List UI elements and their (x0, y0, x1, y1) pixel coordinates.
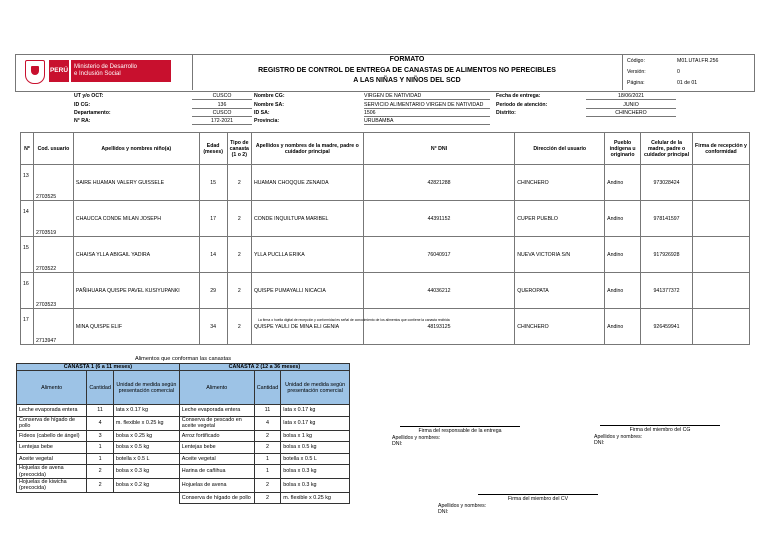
cell-nino: SAIRE HUAMAN VALERY GUISSELE (73, 165, 199, 201)
cell-n: 17 (21, 309, 34, 345)
basket-cell-a2: Conserva de pescado en aceite vegetal (179, 416, 254, 430)
ministry-line2: e Inclusión Social (74, 71, 121, 77)
basket-title-row (17, 364, 350, 371)
nombre-sa-label: Nombre SA: (254, 102, 284, 108)
cell-madre: HUAMAN CHOQQUE ZENAIDA (251, 165, 363, 201)
nra-label: N° RA: (74, 118, 91, 124)
formato-label: FORMATO (389, 56, 425, 63)
idsa-label: ID SA: (254, 110, 270, 116)
cell-n: 16 (21, 273, 34, 309)
pagina-label: Página: (627, 80, 645, 86)
cell-edad: 17 (199, 201, 227, 237)
sig-title-responsable: Firma del responsable de la entrega (418, 428, 502, 434)
c1-col-cantidad: Cantidad (87, 371, 114, 405)
table-row (21, 165, 750, 201)
basket-cell-u2: botella x 0.5 L (281, 453, 350, 465)
canasta1-title: CANASTA 1 (6 a 11 meses) (17, 364, 180, 371)
basket-cell-a2: Arroz fortificado (179, 430, 254, 442)
version-value: 0 (677, 69, 680, 75)
col-header-edad: Edad (meses) (199, 133, 227, 165)
cell-tipo: 2 (227, 273, 251, 309)
cell-pueblo: Andino (605, 201, 641, 237)
cell-cod-usuario: 2703525 (33, 165, 73, 201)
baskets-table (16, 363, 350, 504)
basket-row (17, 453, 350, 465)
basket-cell-a1: Hojuelas de avena (precocida) (17, 465, 87, 479)
table-footnote: La firma o huella digital de recepción y conformidad es señal de conocimiento de los alimentos que contiene la canasta recibida (258, 318, 450, 322)
basket-cell-a1: Conserva de hígado de pollo (17, 416, 87, 430)
cell-celular: 973028424 (641, 165, 693, 201)
nombre-cg-label: Nombre CG: (254, 93, 285, 99)
pagina-value: 01 de 01 (677, 80, 698, 86)
cell-cod-usuario: 2703519 (33, 201, 73, 237)
cell-dni: 42821288 (363, 165, 515, 201)
basket-cell-a1: Hojuelas de kiwicha (precocida) (17, 479, 87, 493)
codigo-value: M01.UTAI.FR.256 (677, 58, 719, 64)
sig-line-cv (478, 494, 598, 495)
cell-tipo: 2 (227, 237, 251, 273)
basket-cell-u1: m. flexible x 0.25 kg (113, 416, 179, 430)
basket-cell-q1: 11 (87, 405, 114, 417)
codigo-label: Código: (627, 58, 645, 64)
nra-value: 172-2021 (192, 118, 252, 125)
sig-apellidos-responsable: Apellidos y nombres: (392, 435, 441, 441)
cell-edad: 29 (199, 273, 227, 309)
periodo-label: Periodo de atención: (496, 102, 548, 108)
cell-madre: YLLA PUCLLA ERIKA (251, 237, 363, 273)
basket-cell-q2: 11 (254, 405, 281, 417)
canasta2-title: CANASTA 2 (12 a 36 meses) (179, 364, 349, 371)
col-header-firma: Firma de recepción y conformidad (693, 133, 750, 165)
basket-cell-q2: 2 (254, 430, 281, 442)
basket-row (17, 465, 350, 479)
sig-apellidos-cg: Apellidos y nombres: (594, 434, 643, 440)
basket-cell-q1: 3 (87, 430, 114, 442)
header-divider-right (622, 54, 623, 90)
ministry-line1: Ministerio de Desarrollo (74, 64, 138, 70)
col-header-cel: Celular de la madre, padre o cuidador principal (641, 133, 693, 165)
cell-direccion: NUEVA VICTORIA S/N (515, 237, 605, 273)
basket-row (17, 479, 350, 493)
sig-line-cg (600, 425, 720, 426)
basket-cell-a1 (17, 492, 87, 504)
basket-cell-q1: 1 (87, 453, 114, 465)
basket-cell-q2: 1 (254, 465, 281, 479)
basket-cell-u2: lata x 0.17 kg (281, 405, 350, 417)
cell-firma (693, 165, 750, 201)
sig-line-responsable (400, 426, 520, 427)
basket-cell-a2: Conserva de hígado de pollo (179, 492, 254, 504)
basket-cell-u2: bolsa x 1 kg (281, 430, 350, 442)
cell-celular: 917926928 (641, 237, 693, 273)
col-header-cod: Cod. usuario (33, 133, 73, 165)
basket-cell-a1: Aceite vegetal (17, 453, 87, 465)
basket-cell-u2: bolsa x 0.3 kg (281, 465, 350, 479)
basket-cell-u1: botella x 0.5 L (113, 453, 179, 465)
cell-tipo: 2 (227, 165, 251, 201)
cell-firma (693, 237, 750, 273)
cell-madre: QUISPE YAULI DE MINA ELI GENIA (251, 309, 363, 345)
ut-value: CUSCO (192, 93, 252, 100)
cell-edad: 15 (199, 165, 227, 201)
cell-direccion: CHINCHERO (515, 165, 605, 201)
cell-nino: MINA QUISPE ELIF (73, 309, 199, 345)
col-header-pueblo: Pueblo indígena u originario (605, 133, 641, 165)
cell-edad: 14 (199, 237, 227, 273)
cell-celular: 926459941 (641, 309, 693, 345)
basket-cell-u1: bolsa x 0.5 kg (113, 442, 179, 454)
cell-dni: 76040917 (363, 237, 515, 273)
cell-cod-usuario: 2713947 (33, 309, 73, 345)
basket-cell-u1: bolsa x 0.25 kg (113, 430, 179, 442)
basket-cell-u2: bolsa x 0.5 kg (281, 442, 350, 454)
basket-cell-u1 (113, 492, 179, 504)
basket-row (17, 430, 350, 442)
sig-title-cg: Firma del miembro del CG (629, 427, 691, 433)
cell-dni: 44036212 (363, 273, 515, 309)
table-header-row (21, 133, 750, 165)
ministry-name (71, 60, 171, 82)
basket-cell-q2: 4 (254, 416, 281, 430)
cell-firma (693, 273, 750, 309)
basket-cell-q1: 1 (87, 442, 114, 454)
basket-cell-a2: Hojuelas de avena (179, 479, 254, 493)
cell-pueblo: Andino (605, 309, 641, 345)
page-title-line2: A LAS NIÑAS Y NIÑOS DEL SCD (353, 77, 461, 84)
beneficiary-table (20, 132, 750, 345)
idcg-value: 136 (192, 102, 252, 109)
basket-cell-u2: lata x 0.17 kg (281, 416, 350, 430)
col-header-n: Nº (21, 133, 34, 165)
col-header-nino: Apellidos y nombres niño(a) (73, 133, 199, 165)
basket-cell-q2: 2 (254, 442, 281, 454)
cell-n: 15 (21, 237, 34, 273)
ministry-logo (25, 60, 175, 82)
provincia-label: Provincia: (254, 118, 280, 124)
basket-row (17, 492, 350, 504)
cell-n: 14 (21, 201, 34, 237)
basket-cell-a2: Leche evaporada entera (179, 405, 254, 417)
c2-col-unidad: Unidad de medida según presentación comercial (281, 371, 350, 405)
basket-cell-a2: Harina de cañihua (179, 465, 254, 479)
ut-label: UT y/o OCT: (74, 93, 104, 99)
idsa-value: 1506 (364, 110, 490, 117)
depto-value: CUSCO (192, 110, 252, 117)
nombre-cg-value: VIRGEN DE NATIVIDAD (364, 93, 490, 100)
cell-celular: 941377372 (641, 273, 693, 309)
basket-cell-a1: Lentejas bebe (17, 442, 87, 454)
basket-cell-a2: Aceite vegetal (179, 453, 254, 465)
distrito-label: Distrito: (496, 110, 516, 116)
cell-cod-usuario: 2703522 (33, 237, 73, 273)
basket-cell-q1 (87, 492, 114, 504)
basket-cell-u2: m. flexible x 0.25 kg (281, 492, 350, 504)
basket-cell-q2: 2 (254, 492, 281, 504)
cell-direccion: QUEROPATA (515, 273, 605, 309)
basket-cell-q1: 4 (87, 416, 114, 430)
table-row (21, 273, 750, 309)
cell-edad: 34 (199, 309, 227, 345)
depto-label: Departamento: (74, 110, 111, 116)
col-header-dni: N° DNI (363, 133, 515, 165)
cell-n: 13 (21, 165, 34, 201)
basket-cell-u1: bolsa x 0.2 kg (113, 479, 179, 493)
fecha-value: 18/06/2021 (586, 93, 676, 100)
col-header-tipo: Tipo de canasta (1 o 2) (227, 133, 251, 165)
cell-madre: CONDE INQUILTUPA MARIBEL (251, 201, 363, 237)
cell-direccion: CHINCHERO (515, 309, 605, 345)
baskets-title: Alimentos que conforman las canastas (134, 356, 232, 362)
cell-madre: QUISPE PUMAYALLI NICACIA (251, 273, 363, 309)
distrito-value: CHINCHERO (586, 110, 676, 117)
provincia-value: URUBAMBA (364, 118, 490, 125)
c2-col-cantidad: Cantidad (254, 371, 281, 405)
cell-tipo: 2 (227, 201, 251, 237)
cell-firma (693, 201, 750, 237)
peru-label: PERÚ (49, 60, 69, 82)
col-header-madre: Apellidos y nombres de la madre, padre o cuidador principal (251, 133, 363, 165)
page-title-line1: REGISTRO DE CONTROL DE ENTREGA DE CANASTAS DE ALIMENTOS NO PERECIBLES (258, 67, 556, 74)
col-header-dir: Dirección del usuario (515, 133, 605, 165)
cell-direccion: CUPER PUEBLO (515, 201, 605, 237)
basket-cell-a2: Lentejas bebe (179, 442, 254, 454)
basket-row (17, 416, 350, 430)
basket-row (17, 405, 350, 417)
basket-header-row (17, 371, 350, 405)
cell-dni: 44391152 (363, 201, 515, 237)
basket-cell-u2: bolsa x 0.3 kg (281, 479, 350, 493)
basket-cell-a1: Fideos (cabello de ángel) (17, 430, 87, 442)
cell-nino: PAÑIHUARA QUISPE PAVEL KUSIYUPANKI (73, 273, 199, 309)
cell-cod-usuario: 2703523 (33, 273, 73, 309)
periodo-value: JUNIO (586, 102, 676, 109)
c1-col-alimento: Alimento (17, 371, 87, 405)
sig-dni-cg: DNI: (594, 440, 605, 446)
cell-celular: 978141597 (641, 201, 693, 237)
basket-cell-q2: 1 (254, 453, 281, 465)
basket-cell-q1: 2 (87, 479, 114, 493)
cell-dni: 48193125 (363, 309, 515, 345)
idcg-label: ID CG: (74, 102, 91, 108)
sig-title-cv: Firma del miembro del CV (507, 496, 569, 502)
basket-cell-q1: 2 (87, 465, 114, 479)
cell-firma (693, 309, 750, 345)
cell-tipo: 2 (227, 309, 251, 345)
c1-col-unidad: Unidad de medida según presentación comercial (113, 371, 179, 405)
cell-pueblo: Andino (605, 165, 641, 201)
sig-dni-responsable: DNI: (392, 441, 403, 447)
basket-row (17, 442, 350, 454)
sig-dni-cv: DNI: (438, 509, 449, 515)
sig-apellidos-cv: Apellidos y nombres: (438, 503, 487, 509)
table-row (21, 237, 750, 273)
table-row (21, 201, 750, 237)
cell-nino: CHAUCCA CONDE MILAN JOSEPH (73, 201, 199, 237)
fecha-label: Fecha de entrega: (496, 93, 541, 99)
basket-cell-u1: bolsa x 0.3 kg (113, 465, 179, 479)
cell-pueblo: Andino (605, 237, 641, 273)
table-row (21, 309, 750, 345)
version-label: Versión: (627, 69, 646, 75)
cell-nino: CHAISA YLLA ABIGAIL YADIRA (73, 237, 199, 273)
basket-cell-q2: 2 (254, 479, 281, 493)
basket-cell-u1: lata x 0.17 kg (113, 405, 179, 417)
cell-pueblo: Andino (605, 273, 641, 309)
nombre-sa-value: SERVICIO ALIMENTARIO VIRGEN DE NATIVIDAD (364, 102, 490, 109)
c2-col-alimento: Alimento (179, 371, 254, 405)
basket-cell-a1: Leche evaporada entera (17, 405, 87, 417)
shield-icon (25, 60, 45, 84)
